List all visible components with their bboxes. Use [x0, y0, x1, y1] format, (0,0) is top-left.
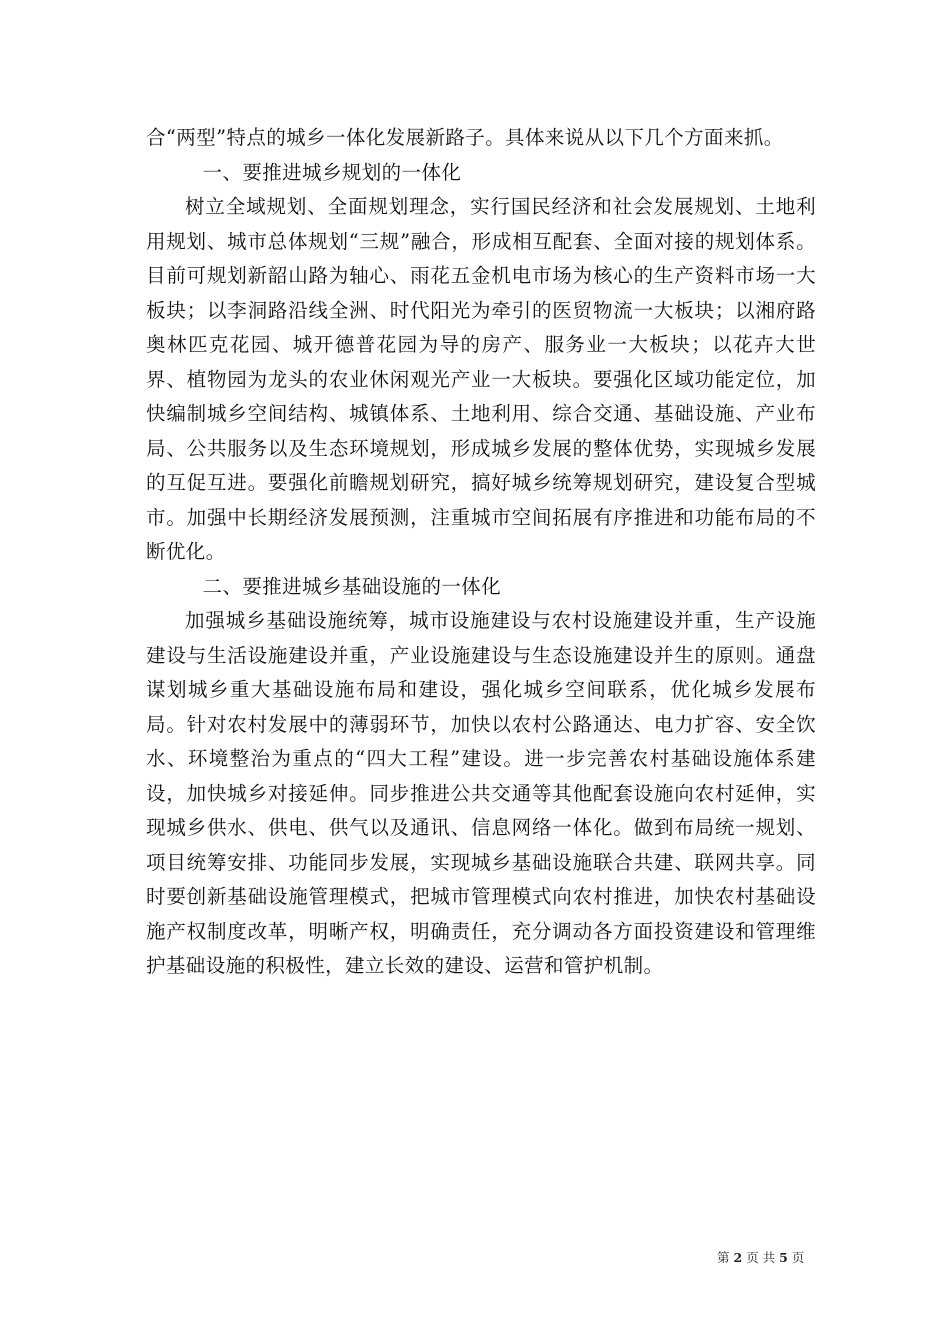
section-heading-1: 一、要推进城乡规划的一体化 — [202, 160, 462, 184]
continuation-paragraph: 合“两型”特点的城乡一体化发展新路子。具体来说从以下几个方面来抓。 — [146, 126, 784, 149]
page-footer — [717, 1250, 804, 1266]
section-1-paragraph: 树立全域规划、全面规划理念，实行国民经济和社会发展规划、土地利用规划、城市总体规划“三规”融合，形成相互配套、全面对接的规划体系。目前可规划新韶山路为轴心、雨花五金机电市场为核心的生产资料市场一大板块；以李洞路沿线全洲、时代阳光为牵引的医贸物流一大板块；以湘府路奥林匹克花园、城开德普花园为导的房产、服务业一大板块；以花卉大世界、植物园为龙头的农业休闲观光产业一大板块。要强化区域功能定位，加快编制城乡空间结构、城镇体系、土地利用、综合交通、基础设施、产业布局、公共服务以及生态环境规划，形成城乡发展的整体优势，实现城乡发展的互促互进。要强化前瞻规划研究，搞好城乡统筹规划研究，建设复合型城市。加强中长期经济发展预测，注重城市空间拓展有序推进和功能布局的不断优化。 — [146, 195, 816, 563]
section-heading-2: 二、要推进城乡基础设施的一体化 — [202, 574, 502, 598]
footer-prefix: 第 — [717, 1250, 730, 1265]
section-2-paragraph: 加强城乡基础设施统筹，城市设施建设与农村设施建设并重，生产设施建设与生活设施建设并重，产业设施建设与生态设施建设并生的原则。通盘谋划城乡重大基础设施布局和建设，强化城乡空间联系，优化城乡发展布局。针对农村发展中的薄弱环节，加快以农村公路通达、电力扩容、安全饮水、环境整治为重点的“四大工程”建设。进一步完善农村基础设施体系建设，加快城乡对接延伸。同步推进公共交通等其他配套设施向农村延伸，实现城乡供水、供电、供气以及通讯、信息网络一体化。做到布局统一规划、项目统筹安排、功能同步发展，实现城乡基础设施联合共建、联网共享。同时要创新基础设施管理模式，把城市管理模式向农村推进，加快农村基础设施产权制度改革，明晰产权，明确责任，充分调动各方面投资建设和管理维护基础设施的积极性，建立长效的建设、运营和管护机制。 — [146, 609, 816, 977]
document-body — [146, 121, 816, 984]
footer-suffix: 页 — [791, 1250, 805, 1265]
footer-current-page: 2 — [733, 1250, 743, 1265]
footer-middle: 页 共 — [746, 1250, 776, 1265]
footer-total-pages: 5 — [779, 1250, 788, 1265]
